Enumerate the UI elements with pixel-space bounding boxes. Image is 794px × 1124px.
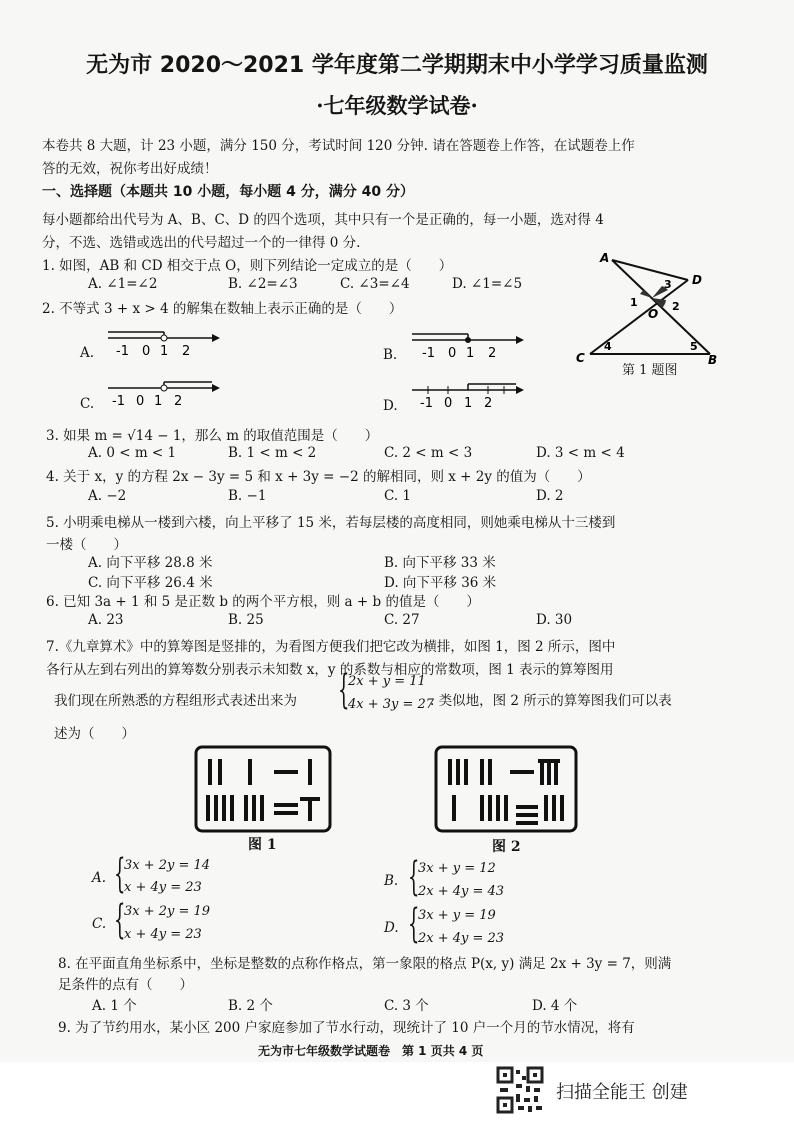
q2-numberline-b (408, 320, 528, 362)
section-desc-1: 每小题都给出代号为 A、B、C、D 的四个选项，其中只有一个是正确的，每一小题，选对得 4 (42, 212, 604, 228)
q6-option-a: A. 23 (88, 612, 124, 628)
q8-stem-1: 8. 在平面直角坐标系中，坐标是整数的点称作格点，第一象限的格点 P(x, y) 满足 2x + 3y = 7，则满 (58, 956, 672, 972)
q2-c-tick-2: 0 (136, 394, 145, 409)
q2-option-c: C. (80, 396, 95, 412)
q8-option-b: B. 2 个 (228, 998, 273, 1014)
q7-option-c-eq-2: x + 4y = 23 (124, 927, 202, 942)
q2-d-tick-2: 0 (444, 396, 453, 411)
q2-option-d: D. (383, 398, 398, 414)
q1-figure-caption: 第 1 题图 (622, 363, 678, 378)
q2-d-tick-4: 2 (484, 396, 493, 411)
q1-label-3: 3 (664, 278, 672, 291)
q1-label-o: O (648, 307, 659, 321)
q6-option-d: D. 30 (536, 612, 573, 628)
intro-line-2: 答的无效，祝你考出好成绩！ (42, 161, 218, 177)
q7-stem-4: 述为（ ） (54, 726, 135, 742)
q7-option-b-eq-2: 2x + 4y = 43 (418, 884, 505, 899)
q7-option-c-label: C. (92, 916, 107, 932)
q5-stem-2: 一楼（ ） (46, 537, 127, 553)
q1-label-b: B (708, 353, 718, 367)
q4-option-c: C. 1 (384, 488, 412, 504)
q8-option-d: D. 4 个 (532, 998, 578, 1014)
q1-option-a: A. ∠1=∠2 (88, 276, 158, 292)
q1-stem: 1. 如图，AB 和 CD 相交于点 O，则下列结论一定成立的是（ ） (42, 258, 453, 274)
q7-stem-3b: . 类似地，图 2 所示的算筹图我们可以表 (430, 693, 672, 709)
q1-option-b: B. ∠2=∠3 (228, 276, 298, 292)
q4-stem: 4. 关于 x，y 的方程 2x − 3y = 5 和 x + 3y = −2 的解相同，则 x + 2y 的值为（ ） (46, 469, 591, 485)
q4-option-d: D. 2 (536, 488, 564, 504)
q7-figure-2 (434, 745, 578, 833)
q3-option-c: C. 2 < m < 3 (384, 445, 473, 461)
q6-option-b: B. 25 (228, 612, 264, 628)
q2-numberline-c (104, 368, 224, 410)
q7-figure-2-label: 图 2 (492, 839, 521, 855)
q1-label-2: 2 (672, 300, 680, 313)
q1-label-d: D (692, 273, 702, 287)
q2-d-tick-1: -1 (420, 396, 433, 411)
q2-numberline-d (408, 370, 528, 412)
q7-option-a-label: A. (92, 870, 107, 886)
q3-option-a: A. 0 < m < 1 (88, 445, 177, 461)
q1-option-c: C. ∠3=∠4 (340, 276, 410, 292)
scanner-watermark: 扫描全能王 创建 (556, 1082, 688, 1103)
q1-angle-mark (640, 290, 652, 298)
q1-label-c: C (576, 351, 585, 365)
q7-stem-eq-1: 2x + y = 11 (348, 674, 426, 689)
q2-option-b: B. (383, 347, 398, 363)
q3-option-b: B. 1 < m < 2 (228, 445, 317, 461)
q2-c-tick-3: 1 (154, 394, 163, 409)
q7-option-c-eq-1: 3x + 2y = 19 (124, 904, 211, 919)
q6-stem: 6. 已知 3a + 1 和 5 是正数 b 的两个平方根，则 a + b 的值是（ ） (46, 594, 480, 610)
q8-stem-2: 足条件的点有（ ） (58, 977, 193, 993)
q7-stem-eq-2: 4x + 3y = 27 (348, 697, 435, 712)
q8-option-a: A. 1 个 (92, 998, 137, 1014)
q5-option-b: B. 向下平移 33 米 (384, 555, 496, 571)
q5-option-d: D. 向下平移 36 米 (384, 575, 497, 591)
intro-line-1: 本卷共 8 大题，计 23 小题，满分 150 分，考试时间 120 分钟. 请在答题卷上作答，在试题卷上作 (42, 138, 635, 154)
page-footer: 无为市七年级数学试题卷 第 1 页共 4 页 (258, 1044, 484, 1058)
q8-option-c: C. 3 个 (384, 998, 429, 1014)
q1-label-1: 1 (630, 296, 638, 309)
q7-option-a-brace: { (114, 851, 126, 897)
q7-stem-1: 7.《九章算术》中的算筹图是竖排的，为看图方便我们把它改为横排，如图 1，图 2 所示，图中 (46, 639, 616, 655)
q6-option-c: C. 27 (384, 612, 420, 628)
q2-c-tick-4: 2 (174, 394, 183, 409)
q2-d-tick-3: 1 (464, 396, 473, 411)
q1-option-d: D. ∠1=∠5 (452, 276, 523, 292)
q7-option-d-label: D. (384, 920, 399, 936)
q7-stem-2: 各行从左到右列出的算筹数分别表示未知数 x，y 的系数与相应的常数项，图 1 表示的算筹图用 (46, 662, 614, 678)
q7-option-b-brace: { (408, 854, 420, 900)
q7-option-a-eq-2: x + 4y = 23 (124, 880, 202, 895)
section-desc-2: 分，不选、选错或选出的代号超过一个的一律得 0 分. (42, 235, 361, 251)
q7-option-a-eq-1: 3x + 2y = 14 (124, 858, 211, 873)
q2-a-tick-1: -1 (116, 344, 129, 359)
q7-option-d-brace: { (408, 901, 420, 947)
q7-option-d-eq-1: 3x + y = 19 (418, 908, 496, 923)
q4-option-b: B. −1 (228, 488, 267, 504)
q2-stem: 2. 不等式 3 + x > 4 的解集在数轴上表示正确的是（ ） (42, 301, 403, 317)
q2-a-tick-3: 1 (160, 344, 169, 359)
q5-option-a: A. 向下平移 28.8 米 (88, 555, 213, 571)
q5-option-c: C. 向下平移 26.4 米 (88, 575, 213, 591)
q7-figure-1-label: 图 1 (248, 837, 277, 853)
q7-stem-3: 我们现在所熟悉的方程组形式表述出来为 (54, 693, 297, 709)
q2-b-tick-3: 1 (466, 346, 475, 361)
q7-stem-brace: { (338, 667, 350, 713)
q9-stem-1: 9. 为了节约用水，某小区 200 户家庭参加了节水行动，现统计了 10 户一个月的节水情况，将有 (58, 1020, 635, 1036)
q2-b-tick-2: 0 (448, 346, 457, 361)
q3-option-d: D. 3 < m < 4 (536, 445, 625, 461)
section-heading: 一、选择题（本题共 10 小题，每小题 4 分，满分 40 分） (42, 184, 414, 200)
page-title: 无为市 2020～2021 学年度第二学期期末中小学学习质量监测 (86, 53, 708, 78)
q7-option-d-eq-2: 2x + 4y = 23 (418, 931, 505, 946)
q1-label-a: A (600, 251, 610, 265)
q2-a-tick-2: 0 (142, 344, 151, 359)
q5-stem-1: 5. 小明乘电梯从一楼到六楼，向上平移了 15 米，若每层楼的高度相同，则她乘电梯从十三楼到 (46, 515, 616, 531)
page-subtitle: ·七年级数学试卷· (316, 93, 478, 118)
q7-option-b-eq-1: 3x + y = 12 (418, 861, 496, 876)
q1-label-4: 4 (604, 340, 612, 353)
q2-a-tick-4: 2 (182, 344, 191, 359)
q2-c-tick-1: -1 (112, 394, 125, 409)
q1-label-5: 5 (690, 340, 698, 353)
q2-b-tick-4: 2 (488, 346, 497, 361)
q3-stem: 3. 如果 m = √14 − 1，那么 m 的取值范围是（ ） (46, 428, 379, 444)
q2-numberline-a (104, 318, 224, 360)
q7-figure-1 (194, 745, 332, 833)
q2-option-a: A. (80, 345, 95, 361)
q2-b-tick-1: -1 (422, 346, 435, 361)
q7-option-c-brace: { (114, 897, 126, 943)
q4-option-a: A. −2 (88, 488, 127, 504)
q7-option-b-label: B. (384, 873, 399, 889)
qr-code-icon (496, 1066, 544, 1114)
